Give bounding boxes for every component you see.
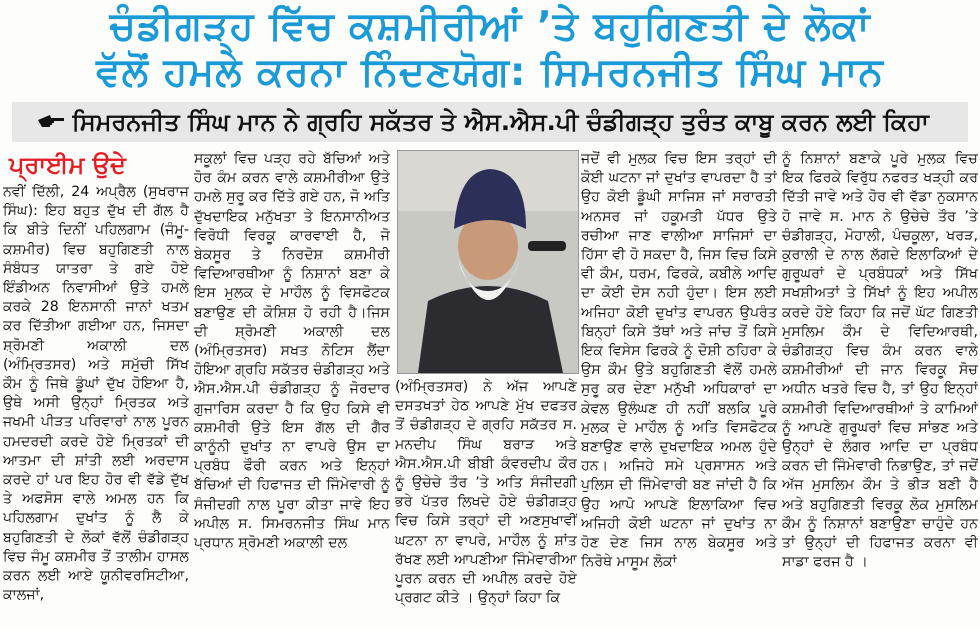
subheadline-bar (12, 102, 968, 142)
article-column-3: (ਅੰਮ੍ਰਿਤਸਰ) ਨੇ ਅੱਜ ਆਪਣੇ ਦਸਤਖਤਾਂ ਹੇਠ ਆਪਣੇ ਮੁੱਖ ਦਫਤਰ ਤੋਂ ਚੰਡੀਗੜ੍ਹ ਦੇ ਗ੍ਰਹਿ ਸਕੱਤਰ ਸ. ਮਨਦੀਪ ਸਿੰਘ ਬਰਾੜ ਅਤੇ ਐਸ.ਐਸ.ਪੀ ਬੀਬੀ ਕੰਵਰਦੀਪ ਕੌਰ ਨੂੰ ਉਚੇਚੇ ਤੌਰ ’ਤੇ ਅਤਿ ਸੰਜੀਦਗੀ ਭਰੇ ਪੱਤਰ ਲਿਖਦੇ ਹੋਏ ਚੰਡੀਗੜ੍ਹ ਵਿਚ ਕਿਸੇ ਤਰ੍ਹਾਂ ਦੀ ਅਣਸੁਖਾਵੀਂ ਘਟਨਾ ਨਾ ਵਾਪਰੇ, ਮਾਹੌਲ ਨੂੰ ਸ਼ਾਂਤ ਰੱਖਣ ਲਈ ਆਪਣੀਆ ਜਿੰਮੇਵਾਰੀਆ ਪੂਰਨ ਕਰਨ ਦੀ ਅਪੀਲ ਕਰਦੇ ਹੋਏ ਪ੍ਰਗਟ ਕੀਤੇ । ਉਨ੍ਹਾਂ ਕਿਹਾ ਕਿ (395, 379, 577, 607)
headline-line-1: ਚੰਡੀਗੜ੍ਹ ਵਿੱਚ ਕਸ਼ਮੀਰੀਆਂ ’ਤੇ ਬਹੁਗਿਣਤੀ ਦੇ ਲੋਕਾਂ (109, 4, 871, 49)
pointing-hand-icon (36, 112, 66, 130)
article-column-2: ਸਕੂਲਾਂ ਵਿਚ ਪੜ੍ਹ ਰਹੇ ਬੱਚਿਆਂ ਅਤੇ ਹੋਰ ਕੰਮ ਕਰਨ ਵਾਲੇ ਕਸ਼ਮੀਰੀਆ ਉਤੇ ਹਮਲੇ ਸੁਰੂ ਕਰ ਦਿੱਤੇ ਗਏ ਹਨ, ਜੋ ਅਤਿ ਦੁੱਖਦਾਇਕ ਮਨੁੱਖਤਾ ਤੇ ਇਨਸਾਨੀਅਤ ਵਿਰੋਧੀ ਵਿਰਕੂ ਕਾਰਵਾਈ ਹੈ, ਜੋ ਬੇਕਸੂਰ ਤੇ ਨਿਰਦੋਸ਼ ਕਸ਼ਮੀਰੀ ਵਿਦਿਆਰਥੀਆ ਨੂੰ ਨਿਸ਼ਾਨਾਂ ਬਣਾ ਕੇ ਇਸ ਮੁਲਕ ਦੇ ਮਾਹੌਲ ਨੂੰ ਵਿਸਫੋਟਕ ਬਣਾਉਣ ਦੀ ਕੋਸ਼ਿਸ਼ ਹੋ ਰਹੀ ਹੈ।ਜਿਸ ਦੀ ਸ਼੍ਰੋਮਣੀ ਅਕਾਲੀ ਦਲ (ਅੰਮ੍ਰਿਤਸਰ) ਸਖਤ ਨੋਟਿਸ ਲੈਂਦਾ ਹੋਇਆ ਗ੍ਰਹਿ ਸਕੱਤਰ ਚੰਡੀਗੜ੍ਹ ਅਤੇ ਐਸ.ਐਸ.ਪੀ ਚੰਡੀਗੜ੍ਹ ਨੂੰ ਜੋਰਦਾਰ ਗੁਜਾਰਿਸ ਕਰਦਾ ਹੈ ਕਿ ਉਹ ਕਿਸੇ ਵੀ ਕਸ਼ਮੀਰੀ ਉਤੇ ਇਸ ਗੱਲ ਦੀ ਗੈਰ ਕਾਨੂੰਨੀ ਦੁਖਾਂਤ ਨਾ ਵਾਪਰੇ ਉਸ ਦਾ ਪ੍ਰਬੰਧ ਫੌਰੀ ਕਰਨ ਅਤੇ ਇਨ੍ਹਾਂ ਬੱਚਿਆਂ ਦੀ ਹਿਫਾਜਤ ਦੀ ਜਿੰਮੇਵਾਰੀ ਨੂੰ ਸੰਜੀਦਗੀ ਨਾਲ ਪੂਰਾ ਕੀਤਾ ਜਾਵੇ ਇਹ ਅਪੀਲ ਸ. ਸਿਮਰਨਜੀਤ ਸਿੰਘ ਮਾਨ ਪ੍ਰਧਾਨ ਸ਼੍ਰੋਮਣੀ ਅਕਾਲੀ ਦਲ (194, 151, 390, 552)
logo-text: ਪ੍ਰਾਈਮ ਉਦੇ (9, 151, 126, 179)
article-column-5: ਨੂੰ ਨਿਸ਼ਾਨਾਂ ਬਣਾਕੇ ਪੂਰੇ ਮੁਲਕ ਵਿਚ ਇਕ ਫਿਰਕੇ ਵਿਰੁੱਧ ਨਫਰਤ ਖੜ੍ਹੀ ਕਰ ਦਿੱਤੀ ਜਾਵੇ ਅਤੇ ਹੋਰ ਵੀ ਵੱਡਾ ਨੁਕਸਾਨ ਹੋ ਜਾਵੇ ਸ. ਮਾਨ ਨੇ ਉਚੇਚੇ ਤੌਰ ’ਤੇ ਚੰਡੀਗੜ੍ਹ, ਮੋਹਾਲੀ, ਪੰਚਕੂਲਾ, ਖਰੜ, ਕੁਰਾਲੀ ਦੇ ਨਾਲ ਲੱਗਦੇ ਇਲਾਕਿਆਂ ਦੇ ਗੁਰੂਘਰਾਂ ਦੇ ਪ੍ਰਬੰਧਕਾਂ ਅਤੇ ਸਿੱਖ ਸਖਸ਼ੀਅਤਾਂ ਤੇ ਸਿੱਖਾਂ ਨੂੰ ਇਹ ਅਪੀਲ ਕਰਦੇ ਹੋਏ ਕਿਹਾ ਕਿ ਜਦੋਂ ਘੱਟ ਗਿਣਤੀ ਮੁਸਲਿਮ ਕੌਮ ਦੇ ਵਿਦਿਆਰਥੀ, ਚੰਡੀਗੜ੍ਹ ਵਿਚ ਕੰਮ ਕਰਨ ਵਾਲੇ ਕਸ਼ਮੀਰੀਆਂ ਦੀ ਜਾਨ ਵਿਰਕੂ ਸੋਚ ਅਧੀਨ ਖਤਰੇ ਵਿਚ ਹੈ, ਤਾਂ ਉਹ ਇਨ੍ਹਾਂ ਕਸ਼ਮੀਰੀ ਵਿਦਿਆਰਥੀਆਂ ਤੇ ਕਾਮਿਆਂ ਨੂੰ ਆਪਣੇ ਗੁਰੂਘਰਾਂ ਵਿਚ ਸਾਂਭਣ ਅਤੇ ਉਨ੍ਹਾਂ ਦੇ ਲੰਗਰ ਆਦਿ ਦਾ ਪ੍ਰਬੰਧ ਕਰਨ ਦੀ ਜਿੰਮੇਵਾਰੀ ਨਿਭਾਉਣ, ਤਾਂ ਜਦੋਂ ਅੱਜ ਮੁਸਲਿਮ ਕੌਮ ਤੇ ਭੀੜ ਬਣੀ ਹੈ ਅਤੇ ਬਹੁਗਿਣਤੀ ਵਿਰਕੂ ਲੋਕ ਮੁਸਲਿਮ ਕੌਮ ਨੂੰ ਨਿਸ਼ਾਨਾਂ ਬਣਾਉਣਾ ਚਾਹੁੰਦੇ ਹਨ ਤਾਂ ਉਨ੍ਹਾਂ ਦੀ ਹਿਫਾਜਤ ਕਰਨਾ ਵੀ ਸਾਡਾ ਫਰਜ ਹੈ । (782, 151, 978, 571)
headline-block (0, 0, 980, 98)
newspaper-logo (3, 150, 187, 180)
subheadline: ਸਿਮਰਨਜੀਤ ਸਿੰਘ ਮਾਨ ਨੇ ਗ੍ਰਹਿ ਸਕੱਤਰ ਤੇ ਐਸ.ਐਸ.ਪੀ ਚੰਡੀਗੜ੍ਹ ਤੁਰੰਤ ਕਾਬੂ ਕਰਨ ਲਈ ਕਿਹਾ (72, 108, 929, 136)
article-column-1: ਨਵੀਂ ਦਿੱਲੀ, 24 ਅਪ੍ਰੈਲ (ਸੁਖਰਾਜ ਸਿੰਘ): ਇਹ ਬਹੁਤ ਦੁੱਖ ਦੀ ਗੱਲ ਹੈ ਕਿ ਬੀਤੇ ਦਿਨੀਂ ਪਹਿਲਗਾਮ (ਜੰਮੂ-ਕਸ਼ਮੀਰ) ਵਿਚ ਬਹੁਗਿਣਤੀ ਨਾਲ ਸੰਬੰਧਤ ਯਾਤਰਾ ਤੇ ਗਏ ਹੋਏ ਇੰਡੀਅਨ ਨਿਵਾਸੀਆਂ ਉਤੇ ਹਮਲੇ ਕਰਕੇ 28 ਇਨਸਾਨੀ ਜਾਨਾਂ ਖਤਮ ਕਰ ਦਿੱਤੀਆ ਗਈਆ ਹਨ, ਜਿਸਦਾ ਸ਼੍ਰੋਮਣੀ ਅਕਾਲੀ ਦਲ (ਅੰਮ੍ਰਿਤਸਰ) ਅਤੇ ਸਮੁੱਚੀ ਸਿੱਖ ਕੌਮ ਨੂੰ ਜਿਥੇ ਡੂੰਘਾਂ ਦੁੱਖ ਹੋਇਆ ਹੈ, ਉਥੇ ਅਸੀ ਉਨ੍ਹਾਂ ਮ੍ਰਿਤਕ ਅਤੇ ਜਖਮੀ ਪੀੜਤ ਪਰਿਵਾਰਾਂ ਨਾਲ ਪੂਰਨ ਹਮਦਰਦੀ ਕਰਦੇ ਹੋਏ ਮ੍ਰਿਤਕਾਂ ਦੀ ਆਤਮਾ ਦੀ ਸ਼ਾਂਤੀ ਲਈ ਅਰਦਾਸ ਕਰਦੇ ਹਾਂ ਪਰ ਇਹ ਹੋਰ ਵੀ ਵੱਡੇ ਦੁੱਖ ਤੇ ਅਫਸੋਸ ਵਾਲੇ ਅਮਲ ਹਨ ਕਿ ਪਹਿਲਗਾਮ ਦੁਖਾਂਤ ਨੂੰ ਲੈ ਕੇ ਬਹੁਗਿਣਤੀ ਦੇ ਲੋਕਾਂ ਵੱਲੋਂ ਚੰਡੀਗੜ੍ਹ ਵਿਚ ਜੰਮੂ ਕਸ਼ਮੀਰ ਤੋਂ ਤਾਲੀਮ ਹਾਸਲ ਕਰਨ ਲਈ ਆਏ ਯੂਨੀਵਰਸਿਟੀਆ, ਕਾਲਜਾਂ, (3, 184, 189, 604)
article-column-4: ਜਦੋਂ ਵੀ ਮੁਲਕ ਵਿਚ ਇਸ ਤਰ੍ਹਾਂ ਦੀ ਕੋਈ ਘਟਨਾ ਜਾਂ ਦੁਖਾਂਤ ਵਾਪਰਦਾ ਹੈ ਤਾਂ ਉਹ ਕੋਈ ਡੂੰਘੀ ਸਾਜਿਸ਼ ਜਾਂ ਸਰਾਰਤੀ ਅਨਸਰ ਜਾਂ ਹਕੂਮਤੀ ਪੱਧਰ ਉਤੇ ਰਚੀਆ ਜਾਣ ਵਾਲੀਆ ਸਾਜਿਸਾਂ ਦਾ ਹਿੱਸਾ ਵੀ ਹੋ ਸਕਦਾ ਹੈ, ਜਿਸ ਵਿਚ ਕਿਸੇ ਵੀ ਕੌਮ, ਧਰਮ, ਫਿਰਕੇ, ਕਬੀਲੇ ਆਦਿ ਦਾ ਕੋਈ ਦੋਸ ਨਹੀ ਹੁੰਦਾ। ਇਸ ਲਈ ਅਜਿਹਾ ਕੋਈ ਦੁਖਾਂਤ ਵਾਪਰਨ ਉਪਰੰਤ ਬਿਨ੍ਹਾਂ ਕਿਸੇ ਤੱਥਾਂ ਅਤੇ ਜਾਂਚ ਤੋਂ ਕਿਸੇ ਇਕ ਵਿਸੇਸ ਫਿਰਕੇ ਨੂੰ ਦੋਸ਼ੀ ਠਹਿਰਾ ਕੇ ਉਸ ਕੌਮ ਉਤੇ ਬਹੁਗਿਣਤੀ ਵੱਲੋਂ ਹਮਲੇ ਸੁਰੂ ਕਰ ਦੇਣਾ ਮਨੁੱਖੀ ਅਧਿਕਾਰਾਂ ਦਾ ਕੇਵਲ ਉਲੰਘਣ ਹੀ ਨਹੀਂ ਬਲਕਿ ਪੂਰੇ ਮੁਲਕ ਦੇ ਮਾਹੌਲ ਨੂੰ ਅਤਿ ਵਿਸਫੋਟਕ ਬਣਾਉਣ ਵਾਲੇ ਦੁਖਦਾਇਕ ਅਮਲ ਹੁੰਦੇ ਹਨ। ਅਜਿਹੇ ਸਮੇ ਪ੍ਰਸਾਸਨ ਅਤੇ ਪੁਲਿਸ ਦੀ ਜਿੰਮੇਵਾਰੀ ਬਣ ਜਾਂਦੀ ਹੈ ਕਿ ਉਹ ਆਪੋ ਆਪਣੇ ਇਲਾਕਿਆ ਵਿਚ ਅਜਿਹੀ ਕੋਈ ਘਟਨਾ ਜਾਂ ਦੁਖਾਂਤ ਨਾ ਹੋਣ ਦੇਣ ਜਿਸ ਨਾਲ ਬੇਕਸੂਰ ਅਤੇ ਨਿਰੋਥੇ ਮਾਸੂਮ ਲੋਕਾਂ (581, 151, 777, 571)
headline-line-2: ਵੱਲੋਂ ਹਮਲੇ ਕਰਨਾ ਨਿੰਦਣਯੋਗ: ਸਿਮਰਨਜੀਤ ਸਿੰਘ ਮਾਨ (96, 50, 884, 95)
portrait-photo (397, 150, 579, 374)
